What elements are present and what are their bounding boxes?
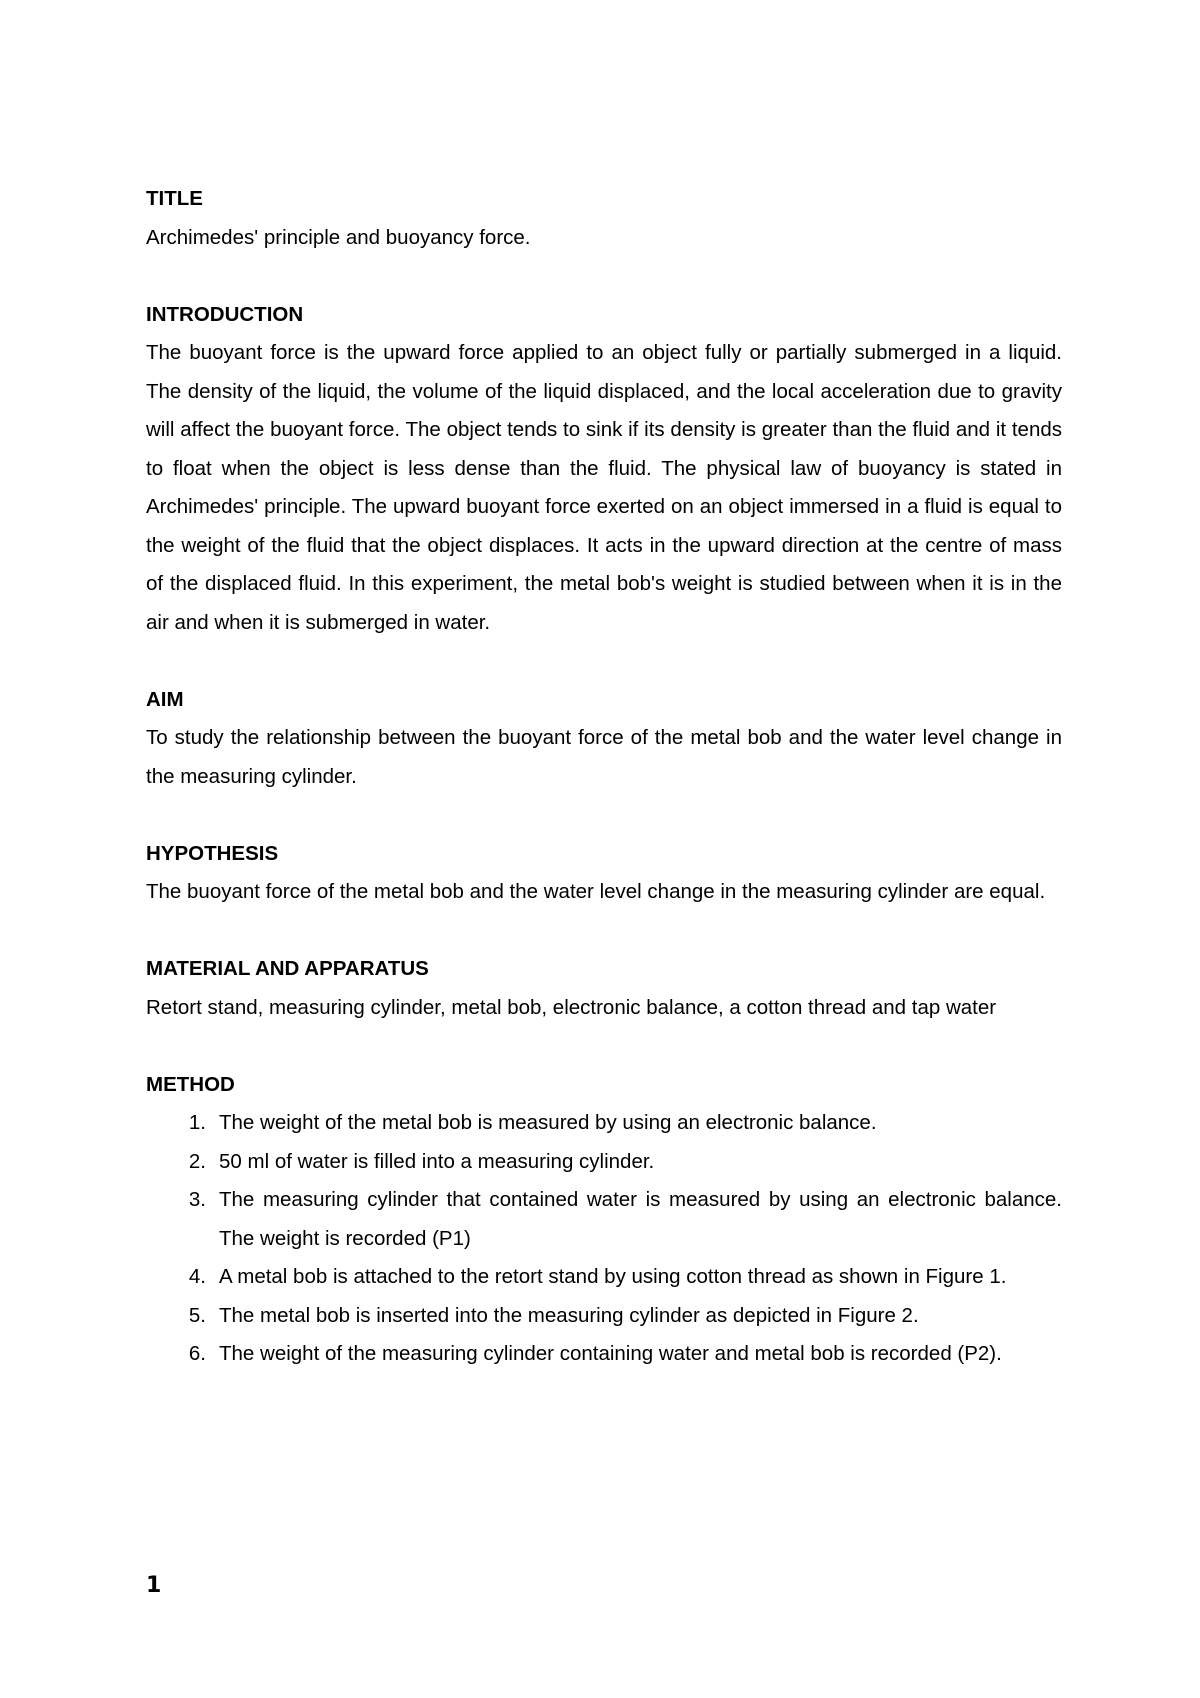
introduction-heading: INTRODUCTION: [146, 302, 304, 326]
step-number: 2.: [188, 1149, 206, 1173]
introduction-text: The buoyant force is the upward force applied to an object fully or partially submerged in a liquid. The density of the liquid, the volume of the liquid displaced, and the local acceleration due to gravity will affect the buoyant force. The object tends to sink if its density is greater than the fluid and it tends to float when the object is less dense than the fluid. The physical law of buoyancy is stated in Archimedes' principle. The upward buoyant force exerted on an object immersed in a fluid is equal to the weight of the fluid that the object displaces. It acts in the upward direction at the centre of mass of the displaced fluid. In this experiment, the metal bob's weight is studied between when it is in the air and when it is submerged in water.: [146, 341, 1062, 634]
aim-text: To study the relationship between the buoyant force of the metal bob and the water level change in the measuring cylinder.: [146, 726, 1062, 788]
step-text: A metal bob is attached to the retort stand by using cotton thread as shown in Figure 1.: [219, 1265, 1007, 1288]
step-text: 50 ml of water is filled into a measuring cylinder.: [219, 1149, 655, 1173]
step-text: The weight of the metal bob is measured by using an electronic balance.: [219, 1111, 877, 1134]
step-number: 6.: [188, 1342, 206, 1365]
materials-heading: MATERIAL AND APPARATUS: [146, 957, 429, 980]
step-text: The weight of the measuring cylinder containing water and metal bob is recorded (P2).: [219, 1342, 1002, 1365]
materials-section: [146, 950, 1062, 1027]
hypothesis-heading: HYPOTHESIS: [146, 841, 279, 865]
title-text: Archimedes' principle and buoyancy force.: [146, 225, 531, 249]
method-step: [146, 1143, 1062, 1182]
document-page: [146, 180, 1062, 1374]
method-section: [146, 1066, 1062, 1374]
hypothesis-section: [146, 835, 1062, 912]
method-step: [146, 1258, 1062, 1297]
step-text: The metal bob is inserted into the measuring cylinder as depicted in Figure 2.: [219, 1303, 919, 1327]
materials-text: Retort stand, measuring cylinder, metal bob, electronic balance, a cotton thread and tap water: [146, 995, 997, 1019]
method-heading: METHOD: [146, 1072, 235, 1096]
introduction-section: [146, 296, 1062, 643]
step-number: 5.: [188, 1303, 206, 1327]
title-heading: TITLE: [146, 187, 203, 210]
title-section: [146, 180, 1062, 257]
step-text: The measuring cylinder that contained water is measured by using an electronic balance. The weight is recorded (P1): [219, 1188, 1062, 1250]
aim-section: [146, 681, 1062, 797]
method-step: [146, 1181, 1062, 1258]
hypothesis-text: The buoyant force of the metal bob and the water level change in the measuring cylinder are equal.: [146, 880, 1046, 903]
aim-heading: AIM: [146, 687, 184, 711]
method-step: [146, 1297, 1062, 1336]
method-step: [146, 1335, 1062, 1374]
page-number: 1: [146, 1573, 162, 1598]
method-steps-list: [146, 1104, 1062, 1374]
method-step: [146, 1104, 1062, 1143]
step-number: 3.: [188, 1188, 206, 1211]
step-number: 1.: [188, 1111, 206, 1134]
step-number: 4.: [188, 1265, 206, 1288]
